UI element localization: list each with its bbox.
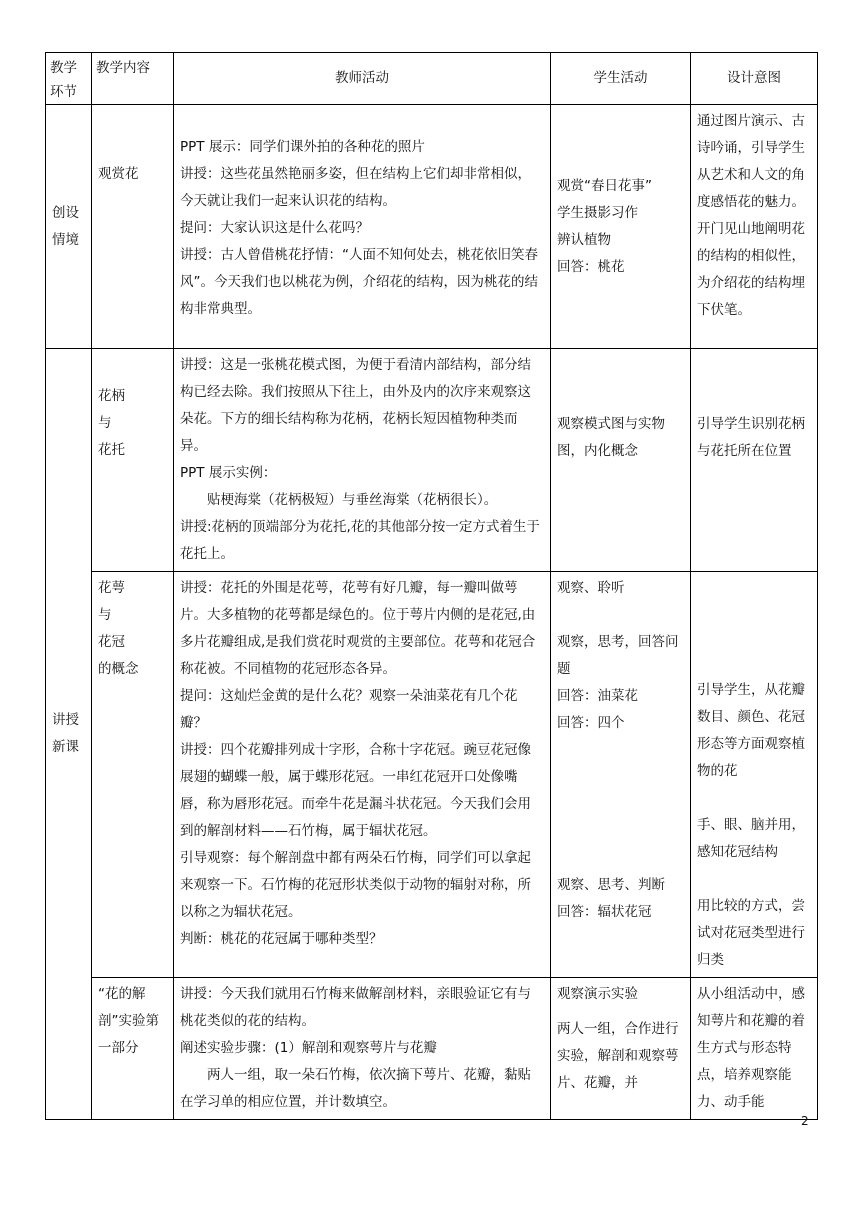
content-line: 花托 bbox=[98, 442, 125, 458]
content-cell bbox=[92, 978, 174, 1120]
content-line: 与 bbox=[98, 415, 112, 431]
teacher-line: 讲授：今天我们就用石竹梅来做解剖材料，亲眼验证它有与桃花类似的花的结构。 bbox=[180, 986, 531, 1029]
teacher-line: 提问：大家认识这是什么花吗？ bbox=[180, 220, 369, 236]
table-row bbox=[46, 349, 818, 572]
teacher-line: 讲授：古人曾借桃花抒情：“人面不知何处去，桃花依旧笑春风”。今天我们也以桃花为例，介绍花的结构，因为桃花的结构非常典型。 bbox=[180, 247, 538, 317]
teacher-line: 讲授：这是一张桃花模式图，为便于看清内部结构，部分结构已经去除。我们按照从下往上，由外及内的次序来观察这朵花。下方的细长结构称为花柄，花柄长短因植物种类而异。 bbox=[180, 357, 531, 454]
stage-cell: 讲授新课 bbox=[46, 349, 92, 1120]
table-row bbox=[46, 105, 818, 349]
design-line: 引导学生，从花瓣数目、颜色、花冠形态等方面观察植物的花 bbox=[697, 682, 805, 779]
teacher-line: 判断：桃花的花冠属于哪种类型？ bbox=[180, 931, 383, 947]
content-line: 花冠 bbox=[98, 634, 125, 650]
student-cell bbox=[551, 978, 691, 1120]
content-line: 的概念 bbox=[98, 661, 139, 677]
content-line: 花萼 bbox=[98, 580, 125, 596]
teacher-line: 讲授：四个花瓣排列成十字形，合称十字花冠。豌豆花冠像展翅的蝴蝶一般，属于蝶形花冠。一串红花冠开口处像嘴唇，称为唇形花冠。而牵牛花是漏斗状花冠。今天我们会用到的解剖材料——石竹梅，属于辐状花冠。 bbox=[180, 742, 531, 839]
teacher-line: 讲授：花托的外围是花萼，花萼有好几瓣，每一瓣叫做萼片。大多植物的花萼都是绿色的。位于萼片内侧的是花冠,由多片花瓣组成,是我们赏花时观赏的主要部位。花萼和花冠合称花被。不同植物的花冠形态各异。 bbox=[180, 580, 536, 677]
design-cell bbox=[691, 105, 818, 349]
stage-cell: 创设情境 bbox=[46, 105, 92, 349]
lesson-plan-table bbox=[45, 52, 818, 1120]
content-cell bbox=[92, 349, 174, 572]
table-row bbox=[46, 978, 818, 1120]
student-line: 回答：辐状花冠 bbox=[557, 904, 652, 920]
teacher-line: 两人一组，取一朵石竹梅，依次摘下萼片、花瓣，黏贴在学习单的相应位置，并计数填空。 bbox=[180, 1067, 531, 1110]
design-line: 从小组活动中，感知萼片和花瓣的着生方式与形态特点，培养观察能力、动手能 bbox=[697, 986, 805, 1110]
student-line: 回答：桃花 bbox=[557, 259, 625, 275]
header-stage: 教学环节 bbox=[46, 53, 92, 105]
teacher-line: PPT 展示：同学们课外拍的各种花的照片 bbox=[180, 139, 425, 155]
student-line: 辨认植物 bbox=[557, 232, 611, 248]
design-line: 用比较的方式，尝试对花冠类型进行归类 bbox=[697, 898, 805, 968]
student-line: 回答：油菜花 bbox=[557, 688, 638, 704]
teacher-line: 阐述实验步骤：(1）解剖和观察萼片与花瓣 bbox=[180, 1040, 437, 1056]
teacher-cell bbox=[174, 978, 551, 1120]
header-content: 教学内容 bbox=[92, 53, 174, 105]
table-row bbox=[46, 572, 818, 978]
teacher-cell bbox=[174, 572, 551, 978]
content-line: 与 bbox=[98, 607, 112, 623]
table-header-row bbox=[46, 53, 818, 105]
student-cell bbox=[551, 105, 691, 349]
teacher-line: 引导观察：每个解剖盘中都有两朵石竹梅，同学们可以拿起来观察一下。石竹梅的花冠形状类似于动物的辐射对称，所以称之为辐状花冠。 bbox=[180, 850, 531, 920]
design-line: 通过图片演示、古诗吟诵，引导学生从艺术和人文的角度感悟花的魅力。开门见山地阐明花的结构的相似性，为介绍花的结构埋下伏笔。 bbox=[697, 113, 805, 318]
design-line: 手、眼、脑并用，感知花冠结构 bbox=[697, 817, 805, 860]
page-number: 2 bbox=[801, 1114, 809, 1128]
student-line: 观察、思考、判断 bbox=[557, 877, 665, 893]
student-line: 观察模式图与实物图，内化概念 bbox=[557, 416, 665, 459]
header-teacher: 教师活动 bbox=[174, 53, 551, 105]
content-line: “花的解剖”实验第一部分 bbox=[98, 986, 159, 1056]
header-student: 学生活动 bbox=[551, 53, 691, 105]
student-line: 观察演示实验 bbox=[557, 986, 638, 1002]
teacher-cell bbox=[174, 349, 551, 572]
teacher-line: PPT 展示实例： bbox=[180, 465, 277, 481]
header-design: 设计意图 bbox=[691, 53, 818, 105]
teacher-line: 讲授：这些花虽然艳丽多姿，但在结构上它们却非常相似，今天就让我们一起来认识花的结构。 bbox=[180, 166, 531, 209]
student-line: 观察，思考，回答问题 bbox=[557, 634, 679, 677]
teacher-line: 贴梗海棠（花柄极短）与垂丝海棠（花柄很长）。 bbox=[207, 492, 498, 508]
design-line: 引导学生识别花柄与花托所在位置 bbox=[697, 416, 805, 459]
design-cell bbox=[691, 349, 818, 572]
student-line: 观赏“春日花事” bbox=[557, 178, 652, 194]
content-cell bbox=[92, 572, 174, 978]
student-line: 回答：四个 bbox=[557, 715, 625, 731]
design-cell bbox=[691, 572, 818, 978]
content-cell bbox=[92, 105, 174, 349]
student-cell bbox=[551, 572, 691, 978]
student-line: 两人一组，合作进行实验，解剖和观察萼片、花瓣，并 bbox=[557, 1021, 679, 1091]
content-line: 观赏花 bbox=[98, 166, 139, 182]
student-line: 学生摄影习作 bbox=[557, 205, 638, 221]
teacher-line: 讲授:花柄的顶端部分为花托,花的其他部分按一定方式着生于花托上。 bbox=[180, 519, 540, 562]
student-cell bbox=[551, 349, 691, 572]
teacher-line: 提问：这灿烂金黄的是什么花？观察一朵油菜花有几个花瓣？ bbox=[180, 688, 518, 731]
teacher-cell bbox=[174, 105, 551, 349]
design-cell bbox=[691, 978, 818, 1120]
content-line: 花柄 bbox=[98, 388, 125, 404]
student-line: 观察、聆听 bbox=[557, 580, 625, 596]
